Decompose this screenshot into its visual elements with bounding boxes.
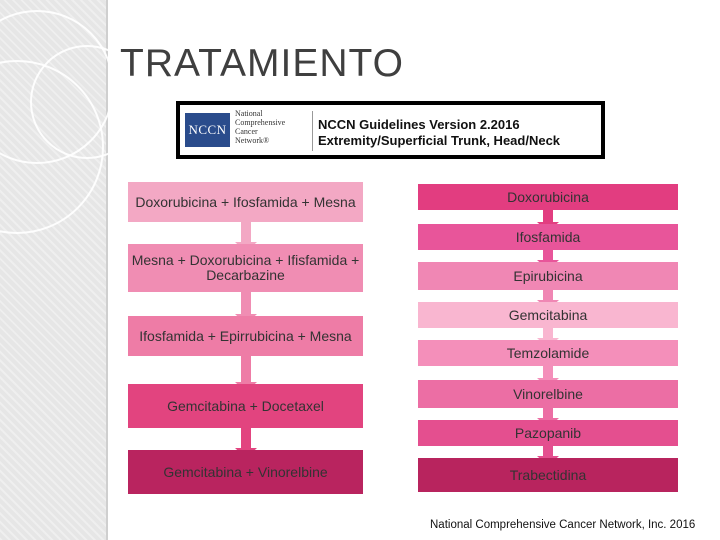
- single-agent-arrow-stem: [543, 408, 553, 418]
- nccn-org-line: Cancer: [235, 127, 258, 136]
- single-agent-arrow-stem: [543, 366, 553, 378]
- nccn-guideline-topic: Extremity/Superficial Trunk, Head/Neck: [318, 133, 561, 148]
- nccn-header-panel: [180, 105, 601, 155]
- nccn-guideline-version: NCCN Guidelines Version 2.2016: [318, 117, 520, 132]
- source-citation: National Comprehensive Cancer Network, Inc. 2016: [430, 519, 696, 531]
- single-agent-box: Trabectidina: [418, 458, 678, 492]
- combination-regimen-arrow-stem: [241, 356, 251, 382]
- single-agent-box: Doxorubicina: [418, 184, 678, 210]
- single-agent-box: Vinorelbine: [418, 380, 678, 408]
- single-agent-box: Ifosfamida: [418, 224, 678, 250]
- single-agent-box: Temzolamide: [418, 340, 678, 366]
- nccn-divider: [312, 111, 313, 151]
- combination-regimen-box: Doxorubicina + Ifosfamida + Mesna: [128, 182, 363, 222]
- single-agent-box: Pazopanib: [418, 420, 678, 446]
- combination-regimen-box: Ifosfamida + Epirrubicina + Mesna: [128, 316, 363, 356]
- nccn-organization-name: [235, 109, 315, 145]
- single-agent-arrow-stem: [543, 250, 553, 260]
- nccn-org-line: National: [235, 109, 263, 118]
- combination-regimen-box: Gemcitabina + Vinorelbine: [128, 450, 363, 494]
- nccn-logo: NCCN: [185, 113, 230, 147]
- single-agent-arrow-stem: [543, 328, 553, 338]
- single-agent-arrow-stem: [543, 210, 553, 222]
- combination-regimen-box: Mesna + Doxorubicina + Ifisfamida + Decarbazine: [128, 244, 363, 292]
- nccn-guideline-header: [176, 101, 605, 159]
- nccn-org-line: Comprehensive: [235, 118, 286, 127]
- single-agent-arrow-stem: [543, 446, 553, 456]
- slide-title: TRATAMIENTO: [120, 42, 404, 85]
- combination-regimen-box: Gemcitabina + Docetaxel: [128, 384, 363, 428]
- combination-regimen-arrow-stem: [241, 428, 251, 448]
- single-agent-box: Epirubicina: [418, 262, 678, 290]
- single-agent-arrow-stem: [543, 290, 553, 300]
- combination-regimen-arrow-stem: [241, 222, 251, 242]
- combination-regimen-arrow-stem: [241, 292, 251, 314]
- single-agent-box: Gemcitabina: [418, 302, 678, 328]
- nccn-org-line: Network®: [235, 136, 270, 145]
